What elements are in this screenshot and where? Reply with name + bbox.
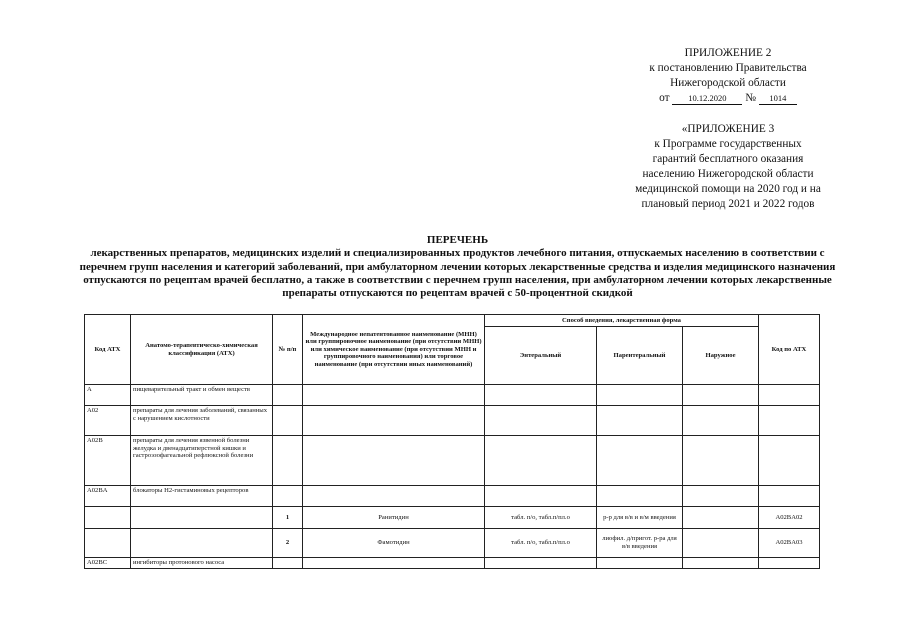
table-header-row: [85, 315, 820, 327]
cell-enteral: [485, 406, 597, 436]
cell-classification: ингибиторы протонового насоса: [131, 558, 273, 569]
cell-external: [683, 529, 759, 558]
decree-date: 10.12.2020: [672, 93, 742, 105]
cell-enteral: [485, 558, 597, 569]
table-row: [85, 385, 820, 406]
cell-inn: Ранитидин: [303, 507, 485, 529]
header-atc-classification: Анатомо-терапевтическо-химическая классификация (АТХ): [131, 315, 273, 385]
cell-enteral: [485, 436, 597, 486]
cell-code: A02: [85, 406, 131, 436]
cell-classification: [131, 507, 273, 529]
cell-inn: [303, 486, 485, 507]
cell-classification: препараты для лечения заболеваний, связанных с нарушением кислотности: [131, 406, 273, 436]
appendix-3-line: плановый период 2021 и 2022 годов: [641, 198, 815, 210]
document-heading: ПЕРЕЧЕНЬ: [426, 234, 489, 246]
cell-inn: [303, 406, 485, 436]
header-atc-code-right: Код по АТХ: [759, 315, 820, 385]
number-label: №: [745, 92, 757, 104]
cell-parenteral: [597, 385, 683, 406]
appendix-2-line: Нижегородской области: [670, 77, 786, 89]
appendix-3-title: «ПРИЛОЖЕНИЕ 3: [681, 123, 775, 135]
appendix-3-line: медицинской помощи на 2020 год и на: [635, 183, 821, 195]
table-row: [85, 529, 820, 558]
cell-parenteral: р-р для в/в и в/м введения: [597, 507, 683, 529]
cell-classification: [131, 529, 273, 558]
appendix-3-line: населению Нижегородской области: [642, 168, 814, 180]
cell-enteral: [485, 486, 597, 507]
cell-parenteral: [597, 558, 683, 569]
cell-external: [683, 558, 759, 569]
appendix-2-block: [600, 46, 856, 106]
cell-parenteral: лиофил. д/пригот. р-ра для в/в введения: [597, 529, 683, 558]
header-num: № п/п: [273, 315, 303, 385]
cell-classification: пищеварительный тракт и обмен веществ: [131, 385, 273, 406]
cell-code-right: [759, 486, 820, 507]
cell-num: [273, 436, 303, 486]
cell-num: 1: [273, 507, 303, 529]
table-row: [85, 486, 820, 507]
cell-code: [85, 507, 131, 529]
cell-inn: [303, 385, 485, 406]
table-row: [85, 507, 820, 529]
cell-classification: блокаторы H2-гистаминовых рецепторов: [131, 486, 273, 507]
cell-inn: [303, 436, 485, 486]
from-label: от: [659, 92, 670, 104]
document-subtitle: лекарственных препаратов, медицинских изделий и специализированных продуктов лечебного питания, отпускаемых населению в соответствии с перечнем групп населения и категорий заболеваний, при амбулаторном лечении которых лекарственные средства и изделия медицинского назначения отпускаются по рецептам врачей бесплатно, а также в соответствии с перечнем групп населения, при амбулаторном лечении которых лекарственные препараты отпускаются по рецептам врачей с 50-процентной скидкой: [79, 247, 836, 300]
cell-num: [273, 385, 303, 406]
cell-num: [273, 406, 303, 436]
cell-code: A02BA: [85, 486, 131, 507]
header-admin-group: Способ введения, лекарственная форма: [485, 315, 759, 327]
cell-classification: препараты для лечения язвенной болезни желудка и двенадцатиперстной кишки и гастроэзофагеальной рефлюксной болезни: [131, 436, 273, 486]
cell-code: A: [85, 385, 131, 406]
table-row: [85, 406, 820, 436]
header-atc-code: Код АТХ: [85, 315, 131, 385]
header-parenteral: Парентеральный: [597, 327, 683, 385]
appendix-2-line: к постановлению Правительства: [649, 62, 807, 74]
cell-code-right: A02BA02: [759, 507, 820, 529]
header-external: Наружное: [683, 327, 759, 385]
cell-code-right: A02BA03: [759, 529, 820, 558]
cell-inn: [303, 558, 485, 569]
table-row: [85, 558, 820, 569]
appendix-2-title: ПРИЛОЖЕНИЕ 2: [684, 47, 772, 59]
appendix-3-line: гарантий бесплатного оказания: [652, 153, 804, 165]
cell-code: [85, 529, 131, 558]
cell-external: [683, 436, 759, 486]
header-inn: Международное непатентованное наименование (МНН) или группировочное наименование (при отсутствии МНН) или химическое наименование (при отсутствии МНН и группировочного наименования) или торговое наименование (при отсутствии иных наименований): [303, 315, 485, 385]
cell-code-right: [759, 436, 820, 486]
cell-code-right: [759, 558, 820, 569]
cell-num: 2: [273, 529, 303, 558]
cell-inn: Фамотидин: [303, 529, 485, 558]
cell-num: [273, 486, 303, 507]
decree-number: 1014: [759, 93, 797, 105]
drug-list-table: [84, 314, 820, 569]
cell-enteral: [485, 385, 597, 406]
cell-parenteral: [597, 436, 683, 486]
cell-parenteral: [597, 486, 683, 507]
cell-external: [683, 385, 759, 406]
cell-code: A02B: [85, 436, 131, 486]
cell-parenteral: [597, 406, 683, 436]
cell-code: A02BC: [85, 558, 131, 569]
cell-enteral: табл. п/о, табл.п/пл.о: [485, 529, 597, 558]
cell-code-right: [759, 406, 820, 436]
cell-code-right: [759, 385, 820, 406]
cell-enteral: табл. п/о, табл.п/пл.о: [485, 507, 597, 529]
document-title: [70, 234, 845, 300]
appendix-3-block: [600, 122, 856, 212]
appendix-2-date-line: [600, 91, 856, 106]
header-enteral: Энтеральный: [485, 327, 597, 385]
cell-external: [683, 486, 759, 507]
appendix-3-line: к Программе государственных: [654, 138, 802, 150]
cell-num: [273, 558, 303, 569]
cell-external: [683, 507, 759, 529]
table-row: [85, 436, 820, 486]
cell-external: [683, 406, 759, 436]
